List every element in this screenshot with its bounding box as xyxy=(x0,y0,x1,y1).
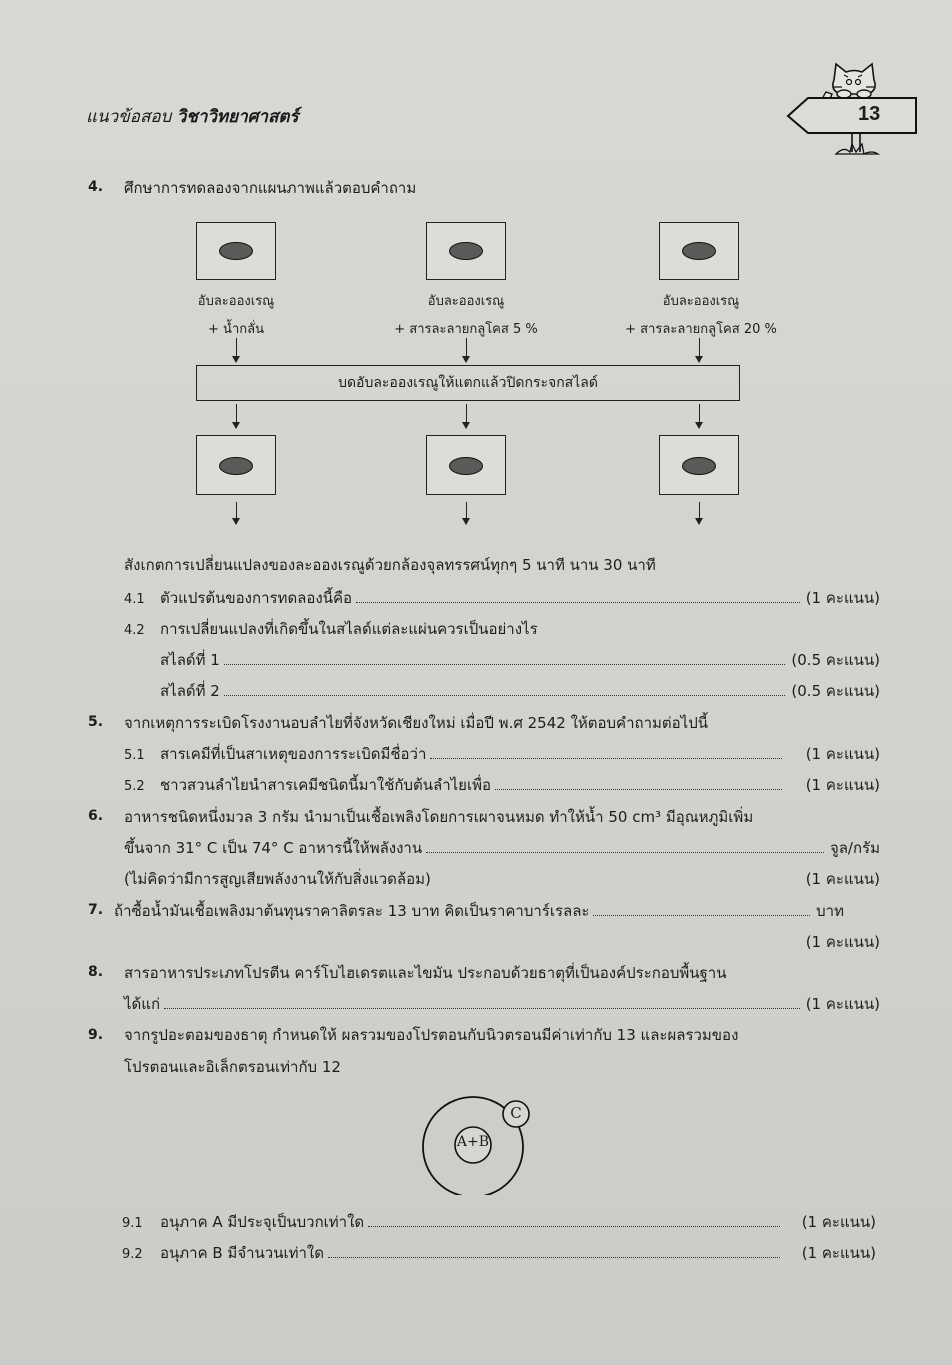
page-number: 13 xyxy=(858,103,881,125)
observation-text: สังเกตการเปลี่ยนแปลงของละอองเรณูด้วยกล้องจุลทรรศน์ทุกๆ 5 นาที นาน 30 นาที xyxy=(124,556,656,574)
question-9-line-2: โปรตอนและอิเล็กตรอนเท่ากับ 12 xyxy=(124,1058,341,1076)
score-label: (1 คะแนน) xyxy=(805,589,880,607)
question-4-2: 4.2 การเปลี่ยนแปลงที่เกิดขึ้นในสไลด์แต่ละแผ่นควรเป็นอย่างไร xyxy=(124,620,538,638)
unit-label: จูล/กรัม xyxy=(829,839,880,857)
answer-blank[interactable] xyxy=(426,851,824,853)
pollen-icon xyxy=(449,242,483,260)
answer-blank[interactable] xyxy=(164,1007,800,1009)
question-6-line-2: ขึ้นจาก 31° C เป็น 74° C อาหารนี้ให้พลังงาน จูล/กรัม xyxy=(124,836,880,860)
question-5-number: 5. xyxy=(88,714,104,730)
score-label: (1 คะแนน) xyxy=(801,1213,876,1231)
score-label: (0.5 คะแนน) xyxy=(791,651,880,669)
arrow-down-icon xyxy=(236,338,237,362)
answer-blank[interactable] xyxy=(356,601,800,603)
score-label: (1 คะแนน) xyxy=(805,933,880,951)
slide-2-answer: สไลด์ที่ 2 (0.5 คะแนน) xyxy=(160,679,880,703)
slide-1-answer: สไลด์ที่ 1 (0.5 คะแนน) xyxy=(160,648,880,672)
treatment-label-1: อับละอองเรณู + น้ำกลั่น xyxy=(197,294,275,337)
slide-after-3 xyxy=(659,435,739,495)
question-9-number: 9. xyxy=(88,1027,104,1043)
score-label: (1 คะแนน) xyxy=(805,870,880,888)
slide-after-1 xyxy=(196,435,276,495)
question-8-line-1: สารอาหารประเภทโปรตีน คาร์โบไฮเดรตและไขมัน ประกอบด้วยธาตุที่เป็นองค์ประกอบพื้นฐาน xyxy=(124,964,727,982)
slide-before-3 xyxy=(659,222,739,280)
cat-signpost-icon xyxy=(786,58,920,158)
score-label: (1 คะแนน) xyxy=(801,1244,876,1262)
question-8-line-2: ได้แก่ (1 คะแนน) xyxy=(124,992,880,1016)
question-5-text: จากเหตุการระเบิดโรงงานอบลำไยที่จังหวัดเชียงใหม่ เมื่อปี พ.ศ 2542 ให้ตอบคำถามต่อไปนี้ xyxy=(124,714,708,732)
nucleus-label: A+B xyxy=(456,1134,490,1150)
slide-after-2 xyxy=(426,435,506,495)
arrow-down-icon xyxy=(466,404,467,428)
answer-blank[interactable] xyxy=(224,663,786,665)
header-subject: วิชาวิทยาศาสตร์ xyxy=(176,107,299,127)
arrow-down-icon xyxy=(236,404,237,428)
answer-blank[interactable] xyxy=(430,757,781,759)
question-4-1: 4.1 ตัวแปรต้นของการทดลองนี้คือ (1 คะแนน) xyxy=(124,586,880,610)
page-header-title xyxy=(86,103,299,130)
treatment-label-3: อับละอองเรณู + สารละลายกลูโคส 20 % xyxy=(625,294,777,337)
question-6-number: 6. xyxy=(88,808,104,824)
process-step-box: บดอับละอองเรณูให้แตกแล้วปิดกระจกสไลด์ xyxy=(196,365,740,401)
question-9-2: 9.2 อนุภาค B มีจำนวนเท่าใด (1 คะแนน) xyxy=(122,1241,876,1265)
question-4-number: 4. xyxy=(88,179,104,195)
question-9-line-1: จากรูปอะตอมของธาตุ กำหนดให้ ผลรวมของโปรตอนกับนิวตรอนมีค่าเท่ากับ 13 และผลรวมของ xyxy=(124,1026,739,1044)
question-7-text: ถ้าซื้อน้ำมันเชื้อเพลิงมาต้นทุนราคาลิตรละ 13 บาท คิดเป็นราคาบาร์เรลละ บาท xyxy=(114,899,844,923)
question-4-text: ศึกษาการทดลองจากแผนภาพแล้วตอบคำถาม xyxy=(124,179,417,197)
answer-blank[interactable] xyxy=(495,788,782,790)
arrow-down-icon xyxy=(466,502,467,524)
pollen-icon xyxy=(682,457,716,475)
pollen-icon xyxy=(449,457,483,475)
unit-label: บาท xyxy=(816,902,844,920)
arrow-down-icon xyxy=(466,338,467,362)
answer-blank[interactable] xyxy=(224,694,786,696)
score-label: (1 คะแนน) xyxy=(805,776,880,794)
score-label: (1 คะแนน) xyxy=(805,745,880,763)
pollen-icon xyxy=(219,457,253,475)
question-5-1: 5.1 สารเคมีที่เป็นสาเหตุของการระเบิดมีชื่อว่า (1 คะแนน) xyxy=(124,742,880,766)
arrow-down-icon xyxy=(699,404,700,428)
arrow-down-icon xyxy=(699,502,700,524)
arrow-down-icon xyxy=(236,502,237,524)
arrow-down-icon xyxy=(699,338,700,362)
question-6-line-1: อาหารชนิดหนึ่งมวล 3 กรัม นำมาเป็นเชื้อเพลิงโดยการเผาจนหมด ทำให้น้ำ 50 cm³ มีอุณหภูมิเพิ่ม xyxy=(124,808,754,826)
answer-blank[interactable] xyxy=(593,914,810,916)
treatment-label-2: อับละอองเรณู + สารละลายกลูโคส 5 % xyxy=(394,294,538,337)
header-prefix: แนวข้อสอบ xyxy=(86,107,172,127)
question-8-number: 8. xyxy=(88,964,104,980)
electron-label: C xyxy=(510,1104,522,1122)
question-7-number: 7. xyxy=(88,902,104,918)
slide-before-2 xyxy=(426,222,506,280)
pollen-icon xyxy=(219,242,253,260)
question-5-2: 5.2 ชาวสวนลำไยนำสารเคมีชนิดนี้มาใช้กับต้นลำไยเพื่อ (1 คะแนน) xyxy=(124,773,880,797)
score-label: (0.5 คะแนน) xyxy=(791,682,880,700)
answer-blank[interactable] xyxy=(368,1225,780,1227)
score-label: (1 คะแนน) xyxy=(805,995,880,1013)
question-9-1: 9.1 อนุภาค A มีประจุเป็นบวกเท่าใด (1 คะแนน) xyxy=(122,1210,876,1234)
answer-blank[interactable] xyxy=(328,1256,780,1258)
slide-before-1 xyxy=(196,222,276,280)
pollen-icon xyxy=(682,242,716,260)
question-6-line-3: (ไม่คิดว่ามีการสูญเสียพลังงานให้กับสิ่งแวดล้อม) (1 คะแนน) xyxy=(124,867,880,891)
